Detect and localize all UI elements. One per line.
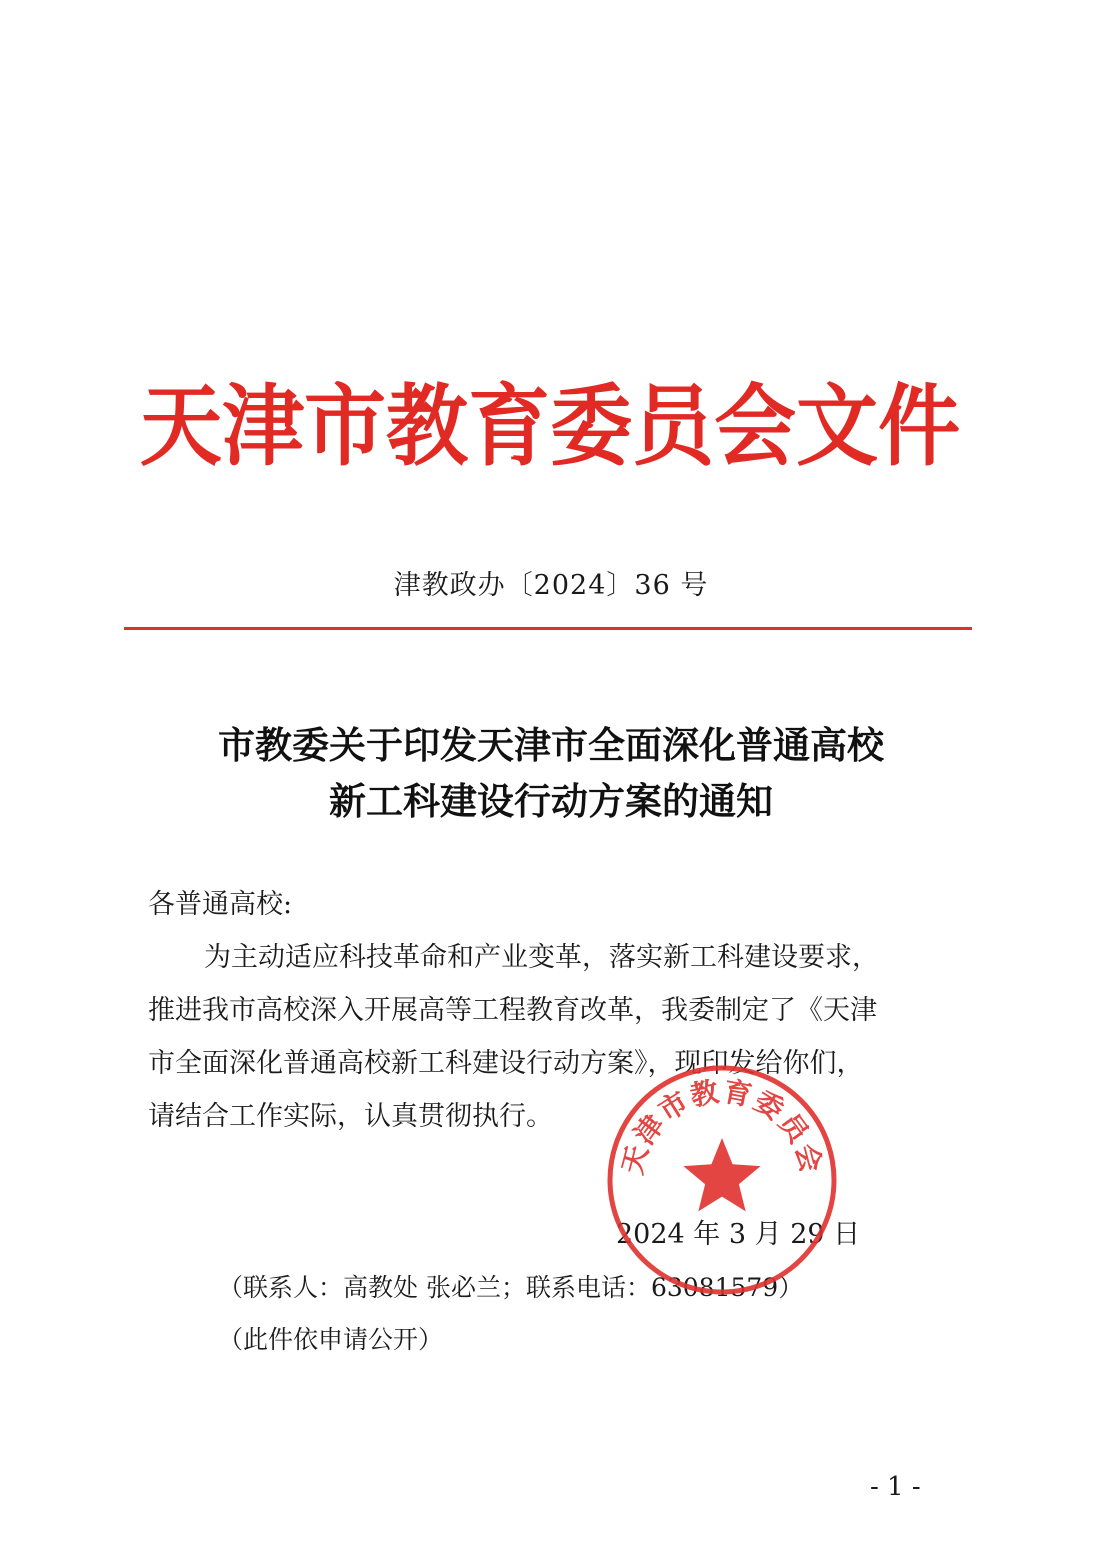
body-line: 推进我市高校深入开展高等工程教育改革，我委制定了《天津 (148, 995, 877, 1026)
header-char: 会 (714, 376, 797, 479)
header-char: 文 (796, 376, 879, 479)
header-char: 津 (222, 376, 305, 479)
page-number: - 1 - (870, 1472, 921, 1502)
body-line: 市全面深化普通高校新工科建设行动方案》，现印发给你们， (148, 1048, 864, 1079)
notice-title-line: 市教委关于印发天津市全面深化普通高校 (218, 724, 884, 767)
header-char: 教 (386, 376, 469, 479)
notice-title (0, 718, 1102, 830)
contact-line: （联系人：高教处 张必兰；联系电话：63081579） (218, 1273, 804, 1302)
header-char: 件 (878, 376, 961, 479)
notice-title-line: 新工科建设行动方案的通知 (329, 780, 773, 823)
header-char: 育 (468, 376, 551, 479)
red-divider (124, 627, 972, 630)
header-char: 市 (304, 376, 387, 479)
salutation: 各普通高校: (148, 889, 293, 920)
header-char: 员 (632, 376, 715, 479)
issue-date: 2024 年 3 月 29 日 (616, 1219, 861, 1250)
document-number: 津教政办〔2024〕36 号 (393, 570, 709, 601)
body-line: 请结合工作实际，认真贯彻执行。 (148, 1101, 553, 1132)
body-line: 为主动适应科技革命和产业变革，落实新工科建设要求， (204, 942, 879, 973)
issuer-header (140, 378, 960, 478)
svg-text:天津市教育委员会: 天津市教育委员会 (615, 1074, 829, 1178)
official-seal-icon (604, 1062, 840, 1298)
header-char: 委 (550, 376, 633, 479)
disclosure-note: （此件依申请公开） (218, 1325, 444, 1354)
header-char: 天 (140, 376, 223, 479)
